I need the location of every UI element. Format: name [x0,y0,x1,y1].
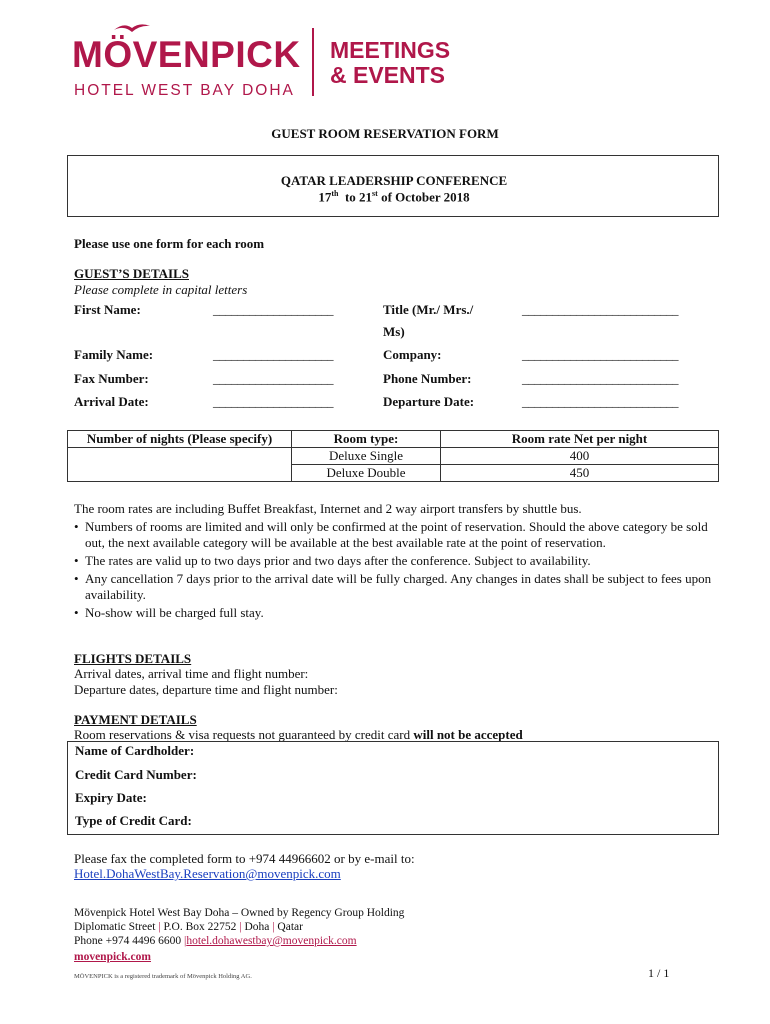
payment-heading: PAYMENT DETAILS [74,712,197,727]
nights-cell[interactable] [68,448,292,482]
terms-bullet-text: The rates are valid up to two days prior and two days after the conference. Subject to availability. [85,553,591,568]
payment-note-text: Room reservations & visa requests not guaranteed by credit card [74,727,411,742]
conference-name: QATAR LEADERSHIP CONFERENCE [280,173,508,188]
arrival-label: Arrival Date: [74,394,149,409]
logo-divider [312,28,314,96]
payment-box [67,741,719,835]
start-day-suffix: th [331,189,339,198]
card-number-field[interactable]: Credit Card Number: [75,767,197,782]
guest-heading: GUEST’S DETAILS [74,266,189,281]
footer-owner: Mövenpick Hotel West Bay Doha – Owned by Regency Group Holding [74,907,405,919]
terms-intro: The room rates are including Buffet Breakfast, Internet and 2 way airport transfers by shuttle bus. [74,501,582,516]
end-day-suffix: st [372,189,378,198]
title-label: Title (Mr./ Mrs./ [383,302,474,317]
room-rates-table [67,430,719,482]
form-title: GUEST ROOM RESERVATION FORM [271,126,499,141]
fax-field[interactable]: ____________________ [213,371,333,386]
terms-bullet-text: Any cancellation 7 days prior to the arrival date will be fully charged. Any changes in dates shall be subject to fees upon availability. [85,571,712,602]
trademark-notice: MÖVENPICK is a registered trademark of Mövenpick Holding AG. [74,973,252,980]
expiry-field[interactable]: Expiry Date: [75,790,147,805]
bullet-icon: • [74,519,79,534]
room-type-cell: Deluxe Single [292,448,441,465]
list-item [74,605,714,621]
footer-email-link[interactable]: hotel.dohawestbay@movenpick.com [186,935,357,947]
page-number: 1 / 1 [648,966,670,980]
first-name-field[interactable]: ____________________ [213,302,333,317]
footer-separator: | [158,921,161,933]
room-type-cell: Deluxe Double [292,465,441,482]
title-field[interactable]: __________________________ [522,302,678,317]
phone-label: Phone Number: [383,371,472,386]
bullet-icon: • [74,571,79,586]
brand-name: MÖVENPICK [72,34,301,75]
first-name-label: First Name: [74,302,141,317]
company-field[interactable]: __________________________ [522,347,678,362]
list-item [74,553,714,569]
fax-label: Fax Number: [74,371,149,386]
rate-cell: 400 [441,448,719,465]
cardholder-field[interactable]: Name of Cardholder: [75,743,195,758]
departure-label: Departure Date: [383,394,475,409]
footer-separator: | [239,921,242,933]
rate-header: Room rate Net per night [441,431,719,448]
guest-note: Please complete in capital letters [74,282,248,297]
instruction: Please use one form for each room [74,236,265,251]
flights-departure-line: Departure dates, departure time and flight number: [74,682,338,697]
bullet-icon: • [74,553,79,568]
footer-country: Qatar [277,921,303,933]
arrival-field[interactable]: ____________________ [213,394,333,409]
fax-instruction: Please fax the completed form to +974 44966602 or by e-mail to: [74,851,415,866]
family-name-label: Family Name: [74,347,154,362]
terms-section [74,501,714,621]
start-day: 17 [318,189,332,205]
footer-separator: | [272,921,275,933]
terms-bullet-text: No-show will be charged full stay. [85,605,264,620]
card-type-field[interactable]: Type of Credit Card: [75,813,192,828]
payment-note-bold: will not be accepted [413,727,523,742]
rate-cell: 450 [441,465,719,482]
family-name-field[interactable]: ____________________ [213,347,333,362]
footer-contact [74,935,357,947]
flights-arrival-line: Arrival dates, arrival time and flight number: [74,666,309,681]
flights-heading: FLIGHTS DETAILS [74,651,192,666]
brand-tagline [330,38,450,88]
company-label: Company: [383,347,442,362]
footer-pobox: P.O. Box 22752 [163,921,237,933]
footer-address [74,921,303,933]
conference-box [67,155,719,217]
nights-header: Number of nights (Please specify) [68,431,292,448]
footer-street: Diplomatic Street [74,921,156,933]
footer-phone: Phone +974 4496 6600 [74,935,182,947]
table-row [68,448,719,465]
website-link[interactable]: movenpick.com [74,951,151,963]
terms-bullet-text: Numbers of rooms are limited and will only be confirmed at the point of reservation. Should the above category be sold out, the next available category will be available at the best available rate at the point of reservation. [85,519,708,550]
departure-field[interactable]: __________________________ [522,394,678,409]
conference-dates [68,189,720,205]
list-item [74,571,714,603]
room-type-header: Room type: [292,431,441,448]
brand-tagline-line1: MEETINGS [330,37,451,63]
date-between: to [344,189,356,205]
footer-separator: | [184,935,187,947]
end-text: of October 2018 [381,189,470,205]
bullet-icon: • [74,605,79,620]
brand-subtitle: HOTEL WEST BAY DOHA [74,82,295,99]
phone-field[interactable]: __________________________ [522,371,678,386]
brand-tagline-line2: & EVENTS [330,62,446,88]
footer-city: Doha [244,921,270,933]
reservation-email-link[interactable]: Hotel.DohaWestBay.Reservation@movenpick.com [74,866,341,881]
title-label-cont: Ms) [383,324,405,339]
list-item [74,519,714,551]
end-day: 21 [359,189,373,205]
table-header-row [68,431,719,448]
